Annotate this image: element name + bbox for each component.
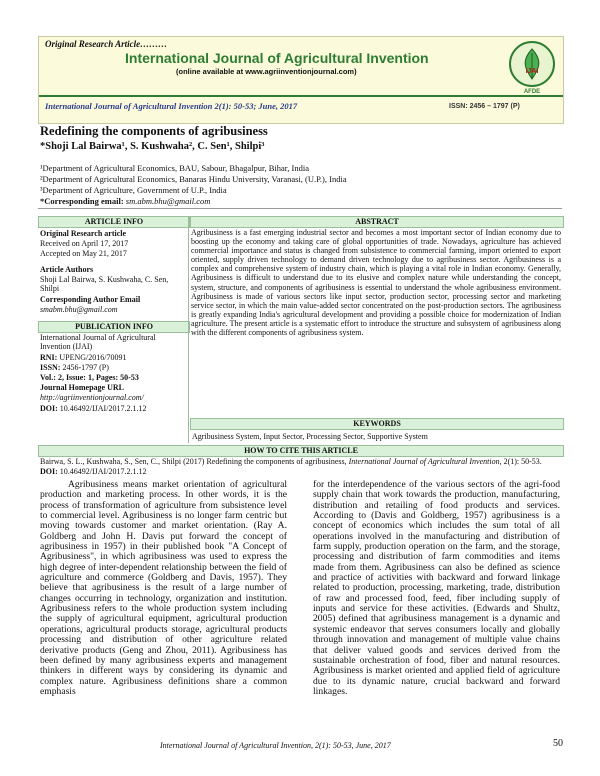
author-list: *Shoji Lal Bairwa¹, S. Kushwaha², C. Sen¹, Shilpi³ [40, 141, 265, 152]
email-value[interactable]: sm.abm.bhu@gmail.com [125, 196, 211, 206]
column-separator [188, 216, 189, 443]
rni-number: RNI: UPENG/2016/70091 [40, 353, 127, 362]
article-authors: Shoji Lal Bairwa, S. Kushwaha, C. Sen, Shilpi [40, 275, 169, 294]
publication-info-heading: PUBLICATION INFO [38, 321, 190, 333]
volume-issue-pages: Vol.: 2, Issue: 1, Pages: 50-53 [40, 373, 139, 382]
affiliation-2: ²Department of Agricultural Economics, Banaras Hindu University, Varanasi, (U.P.), India [40, 174, 347, 184]
how-to-cite-heading: HOW TO CITE THIS ARTICLE [38, 445, 564, 457]
received-date: Received on April 17, 2017 [40, 239, 129, 248]
article-type: Original Research Article……… [45, 39, 168, 49]
doi[interactable]: DOI: 10.46492/IJAI/2017.2.1.12 [40, 404, 147, 413]
logo-text: IJAI [525, 68, 539, 75]
email-label: *Corresponding email: [40, 196, 124, 206]
affiliation-3: ³Department of Agriculture, Government of U.P., India [40, 185, 227, 195]
abstract-heading: ABSTRACT [190, 216, 564, 228]
page-number: 50 [553, 738, 563, 749]
journal-citation-line: International Journal of Agricultural Invention 2(1): 50-53; June, 2017 [45, 101, 298, 111]
journal-name: International Journal of Agricultural Invention [125, 50, 429, 66]
keywords-text: Agribusiness System, Input Sector, Processing Sector, Supportive System [192, 432, 428, 441]
keywords-heading: KEYWORDS [190, 418, 564, 430]
corresponding-author-label: Corresponding Author Email [40, 295, 141, 304]
abstract-text: Agribusiness is a fast emerging industrial sector and becomes a most important sector of Indian economy due to boosting up the economy and taking care of global opportunities of trade. Nowadays, agriculture has achieved commercial importance and status is changed from subsistence to commercial farming, import oriented to export oriented, supply driven technology to demand driven technology due to agribusiness sector. Agribusiness is a complex and comprehensive system of industry chain, which is playing a vital role in Indian economy. Generally, Agribusiness is difficult to understand due to its elusive and complex nature while understanding the concept, system, structure, and components of agribusiness is essential to understand the whole agribusiness environment. Agribusiness is made of various sectors like input sector, production sector, processing sector and marketing service sector, in which the main value-added sector concentrated on the post-production sectors. The agribusiness is greatly expanding India's agricultural development and providing a possible choice for modernization of Indian agriculture. The present article is a systematic effort to introduce the structure and subsystem of agribusiness along with the different components of agribusiness system. [191, 228, 561, 338]
article-info-heading: ARTICLE INFO [38, 216, 190, 228]
journal-logo-icon [507, 39, 557, 95]
article-type-label: Original Research article [40, 229, 127, 238]
journal-header [38, 36, 564, 124]
homepage-link[interactable]: http://agriinventionjournal.com/ [40, 393, 144, 402]
corresponding-author-email[interactable]: smabm.bhu@gmail.com [40, 305, 118, 314]
header-rule [39, 95, 563, 97]
journal-full-name: International Journal of Agricultural Invention (IJAI) [40, 333, 156, 352]
body-column-left: Agribusiness means market orientation of agricultural production and marketing process. In other words, it is the process of transformation of agriculture from subsistence level to commercial level. Agribusiness is no longer farm centric but moving towards customer and market orientation. (Ray A. Goldberg and John H. Davis put forward the concept of agribusiness in 1957) in their published book "A Concept of Agribusiness", in which agribusiness was used to express the high degree of inter-dependent relationship between the field of agriculture and commerce (Goldberg and Davis, 1957). They believe that agribusiness is the result of a large number of changes occurring in technology, organization and institution. Agribusiness refers to the whole production system including the supply of agricultural equipment, agricultural production operations, agricultural products storage, agricultural products processing and distribution of other agriculture related derivative products (Geng and Zhou, 2011). Agribusiness has been defined by many agribusiness experts and management thinkers in different ways by considering its dynamic and complex nature. Agribusiness definitions share a common emphasis [40, 479, 287, 697]
article-authors-label: Article Authors [40, 265, 94, 274]
journal-issn: ISSN: 2456 – 1797 (P) [449, 103, 520, 110]
corresponding-email [40, 196, 210, 206]
logo-subtext: AFDE [523, 89, 541, 95]
body-column-right: for the interdependence of the various sectors of the agri-food supply chain that work towards the production, manufacturing, distribution and retailing of food products and services. According to (Davis and Goldberg, 1957) agribusiness is a concept of economics which includes the sum total of all operations involved in the manufacturing and distribution of farm supply, production operation on the farm, and the storage, processing and distribution of farm commodities and items made from them. Agribusiness can also be defined as science and practice of activities with backward and forward linkage related to production, processing, marketing, trade, distribution of raw and processed food, feed, fiber including supply of inputs and service for these activities. (Edwards and Shultz, 2005) defined that agribusiness management is a dynamic and systemic endeavor that serves consumers locally and globally through innovation and management of multiple value chains that deliver valued goods and services derived from the sustainable orchestration of food, fiber and natural resources. Agribusiness is market oriented and applied field of agriculture due to its dynamic nature, crucial backward and forward linkages. [313, 479, 560, 697]
homepage-label: Journal Homepage URL [40, 383, 124, 392]
citation-text: Bairwa, S. L., Kushwaha, S., Sen, C., Shilpi (2017) Redefining the components of agribusiness, International Journal of Agricultural Invention, 2(1): 50-53. DOI: 10.46492/IJAI/2017.2.1.12 [40, 457, 542, 476]
accepted-date: Accepted on May 21, 2017 [40, 249, 127, 258]
page-footer: International Journal of Agricultural Invention, 2(1): 50-53, June, 2017 [160, 741, 391, 750]
online-availability: (online available at www.agriinventionjournal.com) [176, 67, 357, 76]
title-divider [38, 208, 562, 209]
affiliation-1: ¹Department of Agricultural Economics, BAU, Sabour, Bhagalpur, Bihar, India [40, 163, 309, 173]
paper-title: Redefining the components of agribusiness [40, 124, 268, 138]
issn-number: ISSN: 2456-1797 (P) [40, 363, 109, 372]
